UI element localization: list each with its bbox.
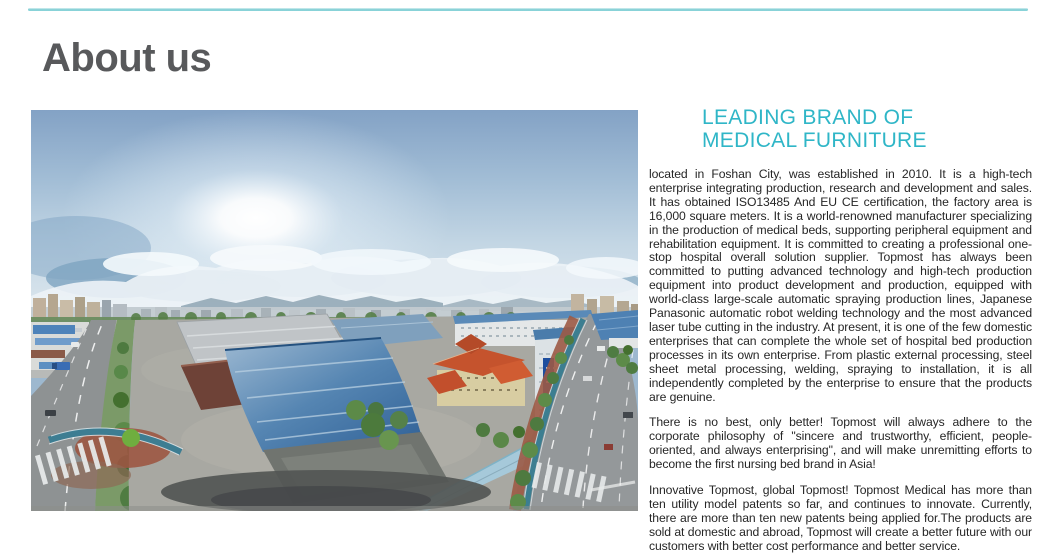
section-heading-line2: MEDICAL FURNITURE xyxy=(702,129,927,152)
about-paragraph-3: Innovative Topmost, global Topmost! Topmost Medical has more than ten utility model patents so far, and continues to innovate. Currently, there are more than ten new patents being applied for.The products are sold at domestic and abroad, Topmost will create a better future with our customers with better cost performance and better service. xyxy=(649,483,1032,553)
section-heading xyxy=(649,106,1032,152)
about-paragraph-2: There is no best, only better! Topmost will always adhere to the corporate philosophy of "sincere and trustworthy, efficient, people-oriented, and always enterprising", and will make unremitting efforts to become the first nursing bed brand in Asia! xyxy=(649,415,1032,472)
about-paragraph-1: located in Foshan City, was established in 2010. It is a high-tech enterprise integrating production, research and development and sales. It has obtained ISO13485 And EU CE certification, the factory area is 16,000 square meters. It is a world-renowned manufacturer specializing in the production of medical beds, supporting peripheral equipment and rehabilitation equipment. It is committed to creating a professional one-stop hospital overall solution supplier. Topmost has always been committed to putting advanced technology and high-tech production equipment into product development and production, equipped with world-class large-scale automatic spraying production lines, Japanese Panasonic automatic robot welding technology and the most advanced laser tube cutting in the industry. At present, it is one of the few domestic enterprises that can complete the whole set of hospital bed production processes in its own enterprise. From plastic external processing, steel sheet metal processing, welding, spraying to installation, it is all independently completed by the enterprise to ensure that the products are genuine. xyxy=(649,167,1032,404)
sky xyxy=(31,110,638,326)
blue-truck xyxy=(55,362,70,370)
panorama-illustration xyxy=(31,110,638,511)
about-content xyxy=(649,106,1032,554)
photo-bottom-edge xyxy=(31,506,638,511)
factory-panorama-image xyxy=(31,110,638,511)
top-divider xyxy=(28,8,1028,11)
section-heading-line1: LEADING BRAND OF xyxy=(702,106,914,129)
page-title: About us xyxy=(42,36,212,80)
